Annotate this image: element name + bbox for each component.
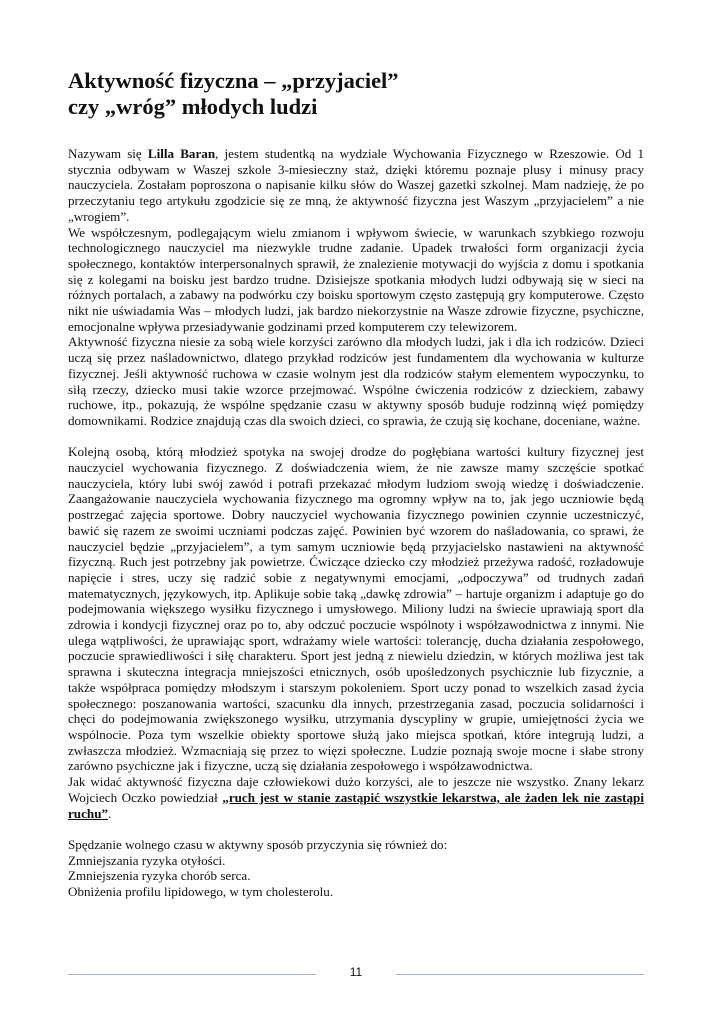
page-number: 11 xyxy=(349,965,363,979)
page-footer xyxy=(68,965,644,985)
paragraph: Kolejną osobą, którą młodzież spotyka na swojej drodze do pogłębiana wartości kultury fizycznej jest nauczyciel wychowania fizycznego. Z doświadczenia wiem, że nie zawsze mamy szczęście spotkać nauczyciela, który lubi swój zawód i potrafi przekazać młodym ludziom swoją wiedzę i doświadczenie. Zaangażowanie nauczyciela wychowania fizycznego ma ogromny wpływ na to, jak jego uczniowie będą postrzegać zajęcia sportowe. Dobry nauczyciel wychowania fizycznego powinien czynnie uczestniczyć, bawić się razem ze swoimi uczniami podczas zajęć. Powinien być wzorem do naśladowania, co sprawi, że nauczyciel będzie „przyjacielem”, a tym samym uczniowie będą przyjacielsko nastawieni na aktywność fizyczną. Ruch jest potrzebny jak powietrze. Ćwiczące dziecko czy młodzież przeżywa radość, rozładowuje napięcie i stres, uczy się radzić sobie z negatywnymi emocjami, „odpoczywa” od trudnych zadań matematycznych, językowych, itp. Aplikuje sobie taką „dawkę zdrowia” – hartuje organizm i adaptuje go do podejmowania większego wysiłku fizycznego i umysłowego. Miliony ludzi na świecie uprawiają sport dla zdrowia i kondycji fizycznej oraz po to, aby odczuć poczucie wspólnoty i współzawodnictwa z innymi. Nie ulega wątpliwości, że uprawiając sport, wdrażamy wiele wartości: tolerancję, ducha działania zespołowego, poczucie sprawiedliwości i siłę charakteru. Sport jest jedną z niewielu dziedzin, w których możliwa jest tak sprawna i skuteczna integracja mniejszości etnicznych, osób upośledzonych psychicznie lub fizycznie, a także współpraca pomiędzy młodszym i starszym pokoleniem. Sport uczy ponad to wszelkich zasad życia społecznego: poszanowania wartości, szacunku dla innych, przestrzegania zasad, poczucia solidarności i chęci do podejmowania zwiększonego wysiłku, utrzymania dyscypliny w grupie, umiejętności życia we wspólnocie. Poza tym wszelkie obiekty sportowe służą jako miejsca spotkań, które integrują ludzi, a zwłaszcza młodzież. Wzmacniają się przez to więzi społeczne. Ludzie poznają swoje mocne i słabe strony zarówno psychiczne jak i fizyczne, uczą się działania zespołowego i współzawodnictwa. xyxy=(68,444,644,774)
oczko-quote: „ruch jest w stanie zastąpić wszystkie lekarstwa, ale żaden lek nie zastąpi ruchu” xyxy=(68,789,644,821)
author-name: Lilla Baran xyxy=(147,146,216,161)
paragraph: We współczesnym, podlegającym wielu zmianom i wpływom świecie, w warunkach szybkiego rozwoju technologicznego nauczyciel ma niezwykle trudne zadanie. Upadek trwałości form organizacji życia społecznego, kontaktów interpersonalnych sprawił, że znalezienie motywacji do wyjścia z domu i spotkania się z kolegami na boisku jest bardzo trudne. Dzisiejsze spotkania młodych ludzi odbywają się w sieci na różnych portalach, a zabawy na podwórku czy boisku sportowym często zastępują gry komputerowe. Często nikt nie uświadamia Was – młodych ludzi, jak bardzo niekorzystnie na Wasze zdrowie fizyczne, psychiczne, emocjonalne wpływa przesiadywanie godzinami przed komputerem czy telewizorem. xyxy=(68,224,644,334)
article-title xyxy=(68,68,644,120)
title-line-1: Aktywność fizyczna – „przyjaciel” xyxy=(68,68,399,93)
closing-end: . xyxy=(108,805,112,821)
intro-text-rest: , jestem studentką na wydziale Wychowania Fizycznego w Rzeszowie. Od 1 stycznia odbywam w Waszej szkole 3-miesieczny staż, dzięki któremu poznaje plusy i minusy pracy nauczyciela. Zostałam poproszona o napisanie kilku słów do Waszej gazetki szkolnej. Mam nadzieję, że po przeczytaniu tego artykułu zgodzicie się ze mną, że aktywność fizyczna jest Waszym „przyjacielem” a nie „wrogiem”. xyxy=(68,146,645,224)
closing-text: Jak widać aktywność fizyczna daje człowiekowi dużo korzyści, ale to jeszcze nie wszystko. Znany lekarz Wojciech Oczko powiedział xyxy=(68,774,644,805)
list-intro: Spędzanie wolnego czasu w aktywny sposób przyczynia się również do: xyxy=(68,836,448,852)
paragraph: Aktywność fizyczna niesie za sobą wiele korzyści zarówno dla młodych ludzi, jak i dla ich rodziców. Dzieci uczą się przez naśladownictwo, dlatego przykład rodziców jest fundamentem dla wychowania w kulturze fizycznej. Jeśli aktywność ruchowa w czasie wolnym jest dla rodziców stałym elementem wypoczynku, to siłą rzeczy, dziecko musi takie wzorce przejmować. Wspólne ćwiczenia rodziców z dzieckiem, zabawy ruchowe, itp., pokazują, że wspólne spędzanie czasu w aktywny sposób buduje rodzinną więź pomiędzy domownikami. Rodzice znajdują czas dla swoich dzieci, co sprawia, że czują się kochane, doceniane, ważne. xyxy=(68,334,644,428)
closing-paragraph xyxy=(68,774,644,821)
intro-text-start: Nazywam się xyxy=(68,146,148,161)
title-line-2: czy „wróg” młodych ludzi xyxy=(68,94,318,119)
article xyxy=(68,68,644,900)
intro-paragraph xyxy=(68,146,644,225)
list-item: Zmniejszenia ryzyka chorób serca. xyxy=(68,868,251,884)
list-item: Obniżenia profilu lipidowego, w tym cholesterolu. xyxy=(68,884,334,900)
paragraph-gap xyxy=(68,429,644,445)
paragraph-gap xyxy=(68,821,644,837)
list-item: Zmniejszania ryzyka otyłości. xyxy=(68,852,226,868)
article-body xyxy=(68,146,644,900)
footer-rule-left xyxy=(68,974,316,975)
footer-rule-right xyxy=(396,974,644,975)
